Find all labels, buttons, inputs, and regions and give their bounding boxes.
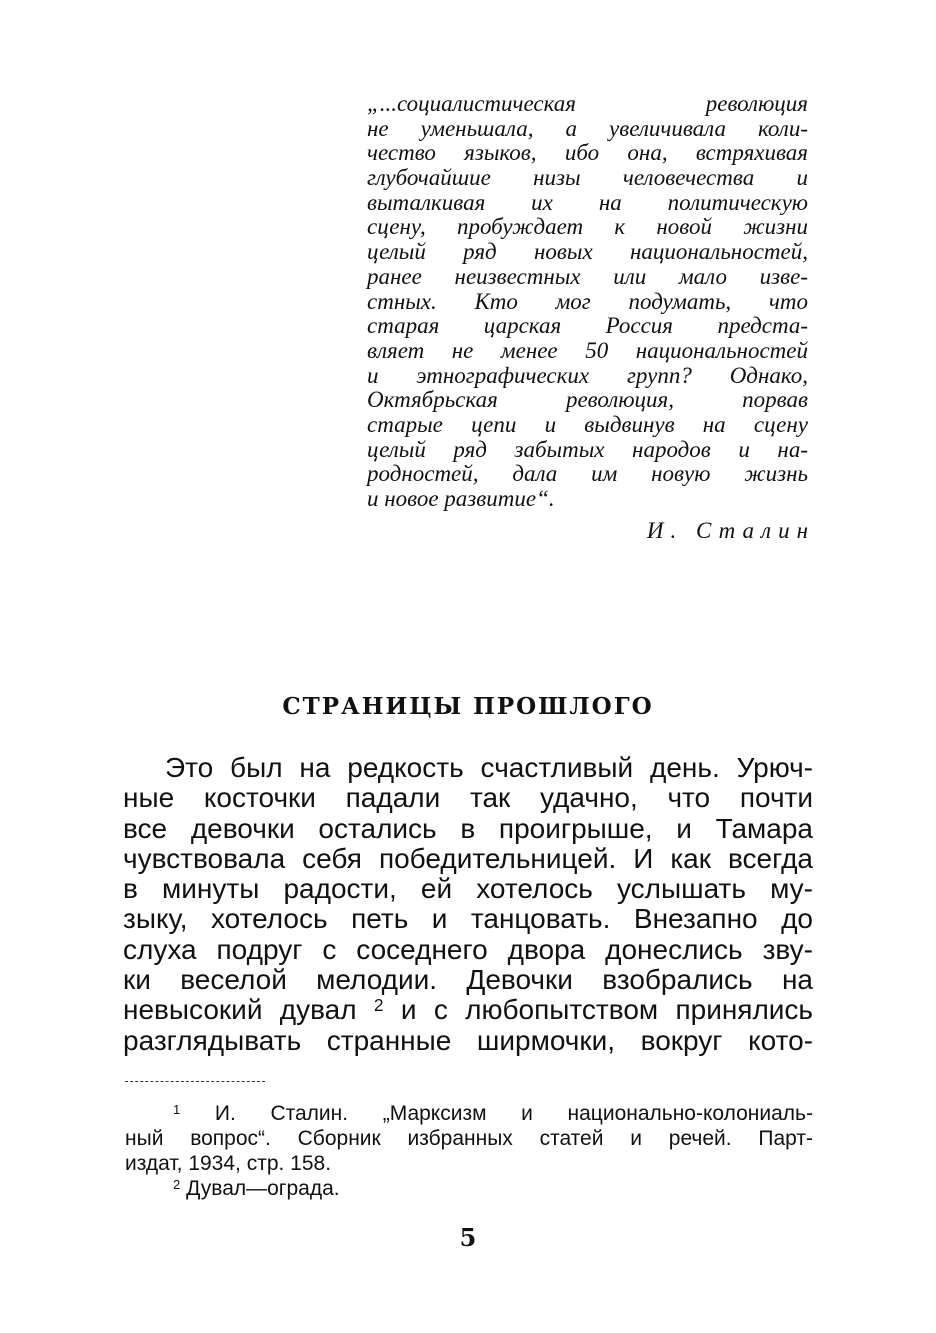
epigraph-signature: И. Сталин — [646, 517, 815, 543]
body-line — [123, 995, 813, 1025]
page-number: 5 — [459, 1223, 477, 1252]
body-line: в минуты радости, ей хотелось услышать му- — [123, 873, 813, 905]
footnote-1-line: И. Сталин. „Марксизм и национально-колониаль- — [214, 1102, 813, 1125]
epigraph-line: ранее неизвестных или мало изве- — [367, 263, 808, 289]
epigraph-line: вляет не менее 50 национальностей — [367, 337, 808, 363]
epigraph-line: целый ряд новых национальностей, — [367, 239, 808, 265]
body-line: зыку, хотелось петь и танцовать. Внезапно до — [123, 903, 813, 935]
footnote-divider — [125, 1081, 265, 1082]
epigraph-line: и этнографических групп? Однако, — [367, 362, 808, 388]
footnote-2-text: Дувал—ограда. — [186, 1177, 340, 1200]
epigraph-line: целый ряд забытых народов и на- — [367, 436, 808, 462]
epigraph-line: сцену, пробуждает к новой жизни — [367, 214, 808, 240]
epigraph-line: родностей, дала им новую жизнь — [367, 461, 808, 487]
body-line: Это был на редкость счастливый день. Урюч- — [165, 752, 813, 783]
body-line: ные косточки падали так удачно, что почти — [123, 782, 813, 814]
body-text-fragment: и с любопытством принялись — [400, 994, 814, 1026]
epigraph-line: чество языков, ибо она, встряхивая — [367, 140, 808, 166]
epigraph-line: стных. Кто мог подумать, что — [367, 288, 808, 314]
epigraph-line: старая царская Россия предста- — [367, 313, 808, 339]
epigraph-line: Октябрьская революция, порвав — [367, 387, 808, 413]
footnote-1 — [125, 1101, 813, 1126]
footnote-reference-2[interactable]: 2 — [373, 995, 384, 1016]
epigraph-line: не уменьшала, а увеличивала коли- — [367, 115, 808, 141]
epigraph — [367, 91, 815, 544]
body-line: ки веселой мелодии. Девочки взобрались на — [123, 964, 813, 996]
body-line: разглядывать странные ширмочки, вокруг кото- — [123, 1024, 813, 1056]
epigraph-line: и новое развитие“. — [367, 486, 555, 511]
epigraph-line: выталкивая их на политическую — [367, 189, 808, 215]
chapter-title: СТРАНИЦЫ ПРОШЛОГО — [282, 693, 654, 720]
footnote-1-continuation: издат, 1934, стр. 158. — [125, 1152, 332, 1175]
footnote-marker-2: 2 — [173, 1177, 181, 1193]
body-line: слуха подруг с соседнего двора донеслись зву- — [123, 933, 813, 965]
body-text — [123, 753, 813, 1056]
epigraph-line: „...социалистическая революция — [367, 91, 808, 116]
footnote-2 — [125, 1176, 813, 1201]
body-text-fragment: невысокий дувал — [123, 994, 357, 1026]
epigraph-line: старые цепи и выдвинув на сцену — [367, 411, 808, 437]
footnotes — [125, 1101, 813, 1201]
body-line: все девочки остались в проигрыше, и Тамара — [123, 812, 813, 844]
epigraph-line: глубочайшие низы человечества и — [367, 165, 808, 191]
footnote-1-continuation: ный вопрос“. Сборник избранных статей и речей. Парт- — [125, 1127, 813, 1150]
footnote-marker-1: 1 — [173, 1102, 181, 1118]
body-line: чувствовала себя победительницей. И как всегда — [123, 842, 813, 874]
